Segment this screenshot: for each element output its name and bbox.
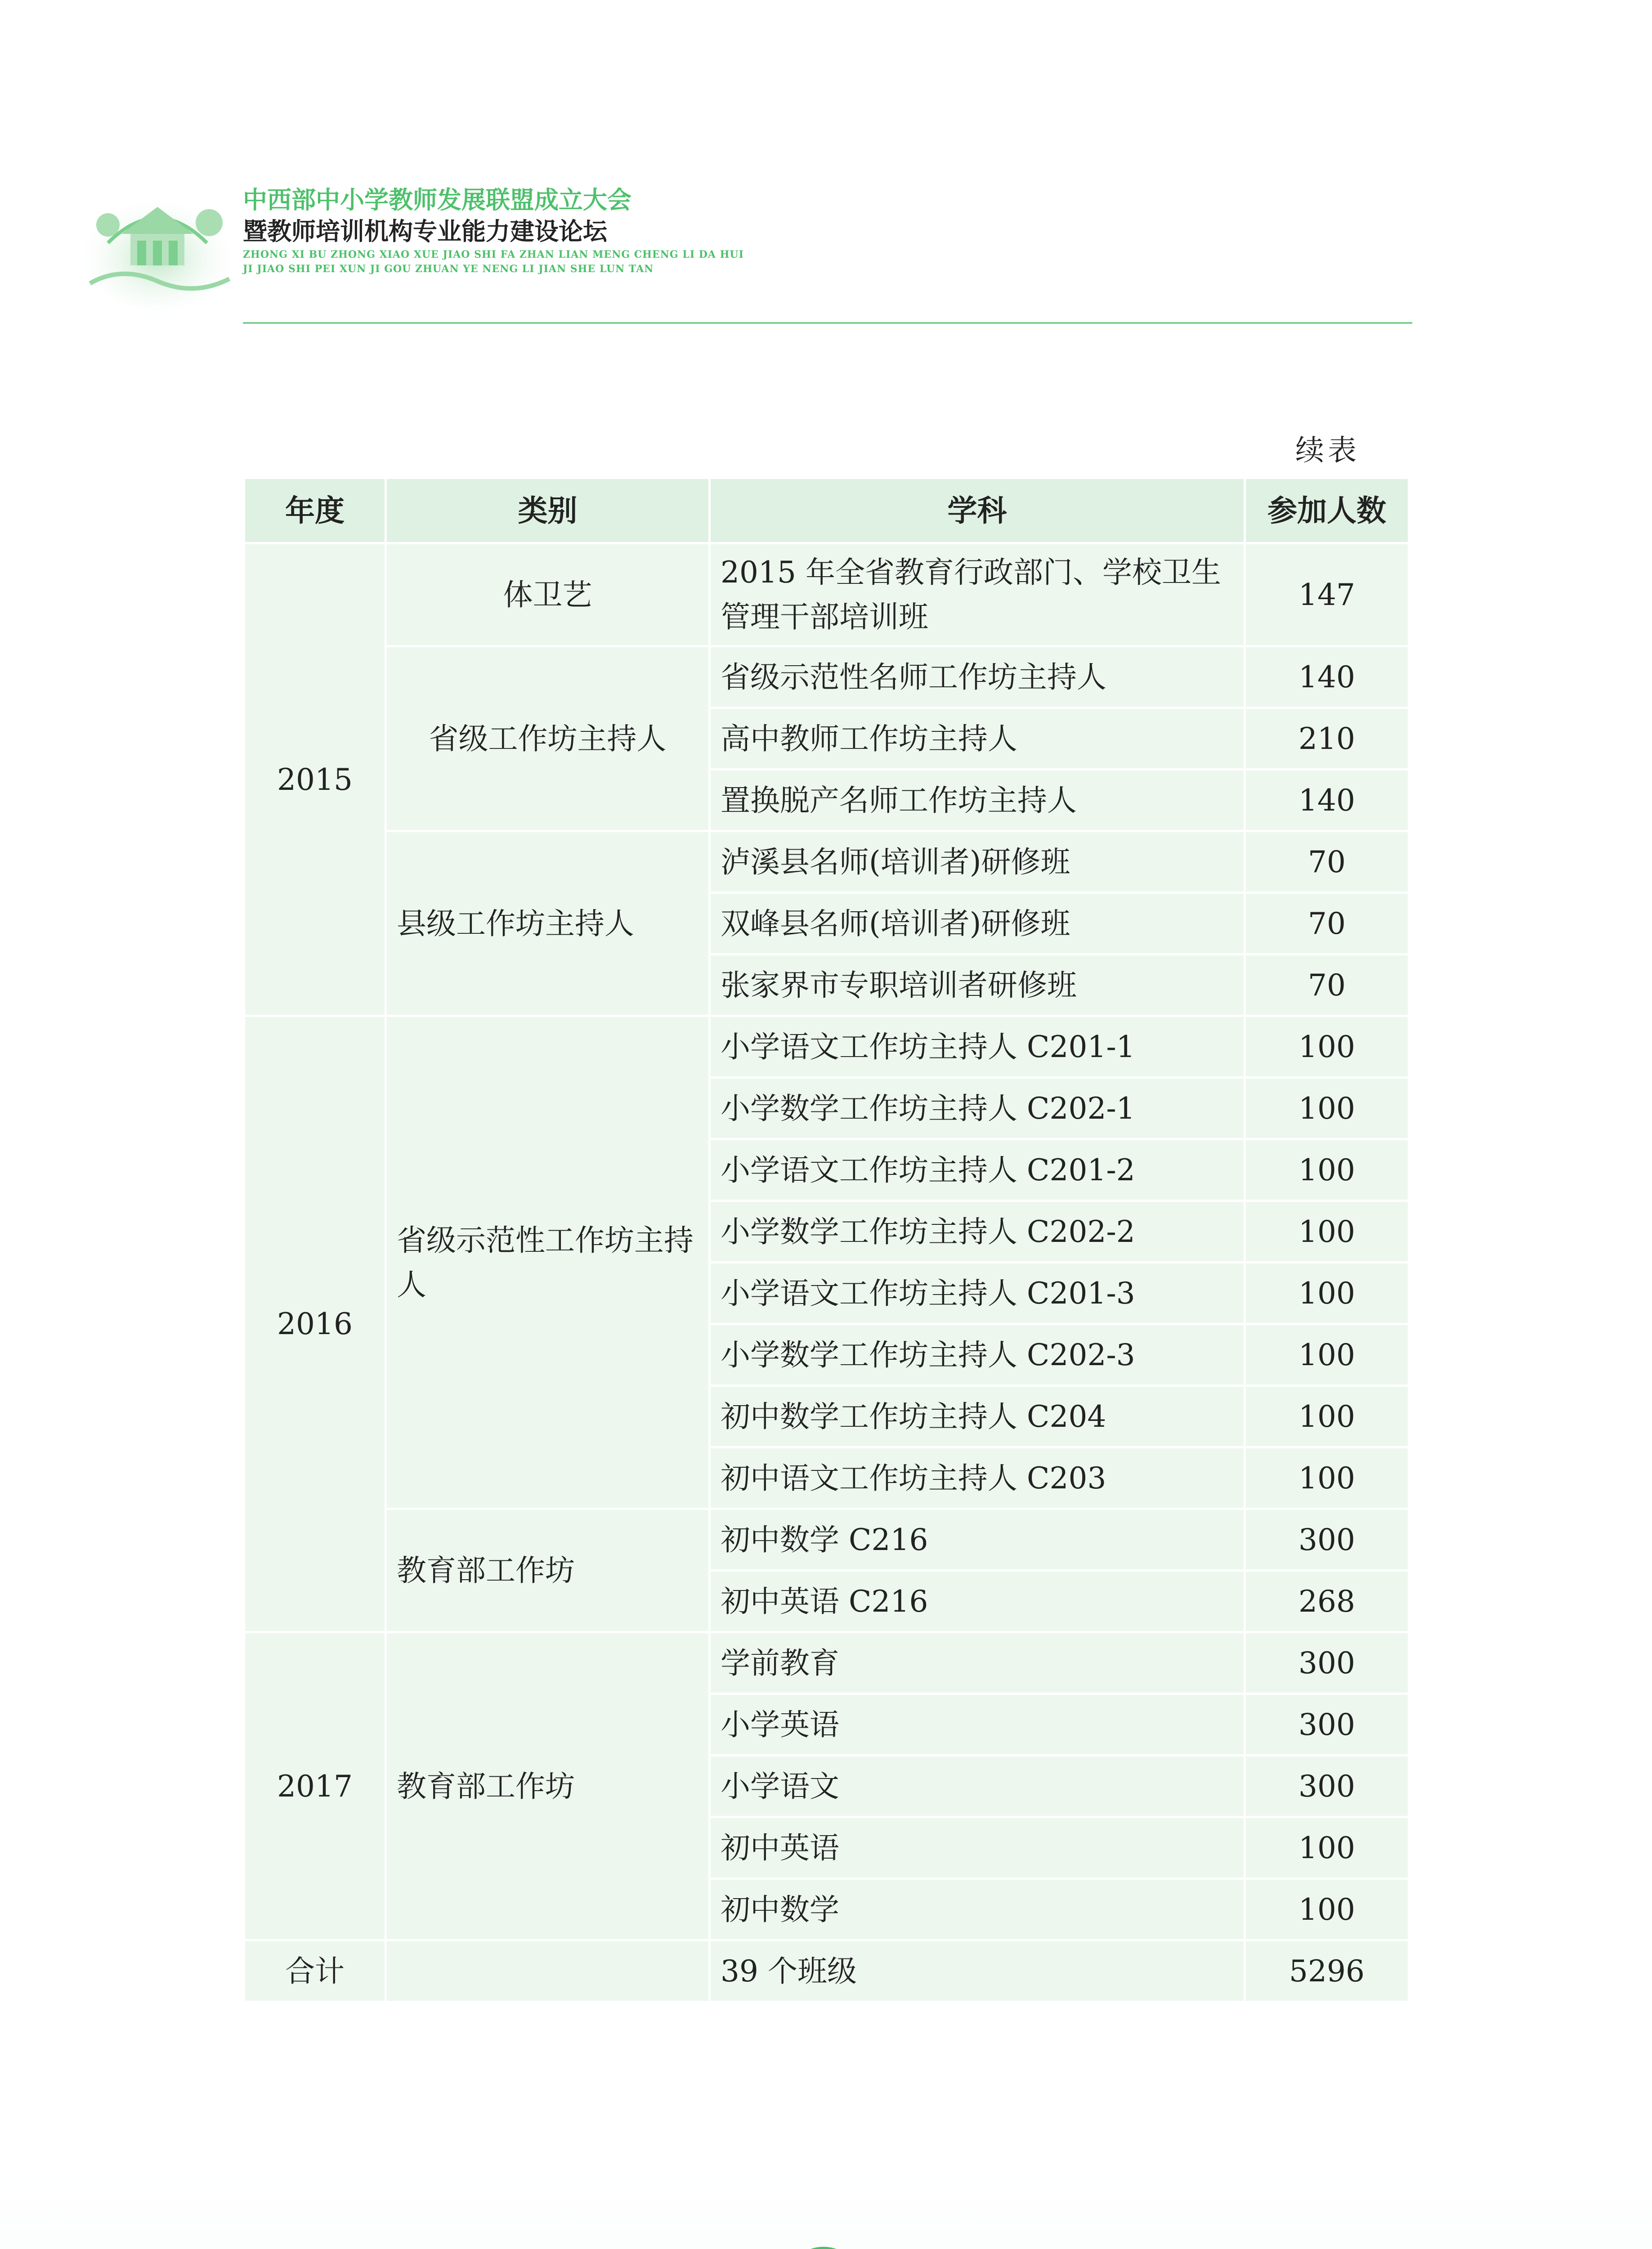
subject-cell: 小学语文工作坊主持人 C201-3 xyxy=(710,1263,1245,1324)
total-category xyxy=(386,1940,710,2002)
count-cell: 300 xyxy=(1245,1632,1409,1694)
count-cell: 100 xyxy=(1245,1817,1409,1879)
subject-cell: 小学数学工作坊主持人 C202-3 xyxy=(710,1324,1245,1386)
subject-cell: 双峰县名师(培训者)研修班 xyxy=(710,893,1245,954)
header-subject: 学科 xyxy=(710,478,1245,543)
table-row xyxy=(244,646,1409,708)
table-header-row xyxy=(244,478,1409,543)
count-cell: 100 xyxy=(1245,1263,1409,1324)
count-cell: 300 xyxy=(1245,1509,1409,1571)
forum-title-line1: 中西部中小学教师发展联盟成立大会 xyxy=(243,186,631,214)
continued-label: 续表 xyxy=(1295,434,1360,467)
subject-cell: 小学语文工作坊主持人 C201-2 xyxy=(710,1139,1245,1201)
total-label: 合计 xyxy=(244,1940,386,2002)
year-cell: 2017 xyxy=(244,1632,386,1940)
total-row xyxy=(244,1940,1409,2002)
category-cell: 省级示范性工作坊主持人 xyxy=(386,1016,710,1509)
ink-wash-background xyxy=(0,2149,1652,2249)
count-cell: 140 xyxy=(1245,646,1409,708)
subject-cell: 泸溪县名师(培训者)研修班 xyxy=(710,831,1245,893)
subject-cell: 张家界市专职培训者研修班 xyxy=(710,954,1245,1016)
page-header xyxy=(81,171,1412,333)
subject-cell: 初中语文工作坊主持人 C203 xyxy=(710,1447,1245,1509)
count-cell: 100 xyxy=(1245,1324,1409,1386)
count-cell: 100 xyxy=(1245,1139,1409,1201)
subject-cell: 小学数学工作坊主持人 C202-2 xyxy=(710,1201,1245,1263)
subject-cell: 2015 年全省教育行政部门、学校卫生管理干部培训班 xyxy=(710,543,1245,646)
pinyin-line1: ZHONG XI BU ZHONG XIAO XUE JIAO SHI FA ZHAN LIAN MENG CHENG LI DA HUI xyxy=(243,249,744,260)
header-divider xyxy=(243,322,1412,324)
subject-cell: 初中数学 xyxy=(710,1879,1245,1940)
subject-cell: 省级示范性名师工作坊主持人 xyxy=(710,646,1245,708)
count-cell: 70 xyxy=(1245,954,1409,1016)
subject-cell: 小学英语 xyxy=(710,1694,1245,1756)
count-cell: 100 xyxy=(1245,1386,1409,1447)
count-cell: 268 xyxy=(1245,1571,1409,1632)
subject-cell: 初中数学工作坊主持人 C204 xyxy=(710,1386,1245,1447)
subject-cell: 小学数学工作坊主持人 C202-1 xyxy=(710,1078,1245,1139)
year-cell: 2015 xyxy=(244,543,386,1016)
count-cell: 100 xyxy=(1245,1016,1409,1078)
subject-cell: 置换脱产名师工作坊主持人 xyxy=(710,770,1245,831)
subject-cell: 小学语文工作坊主持人 C201-1 xyxy=(710,1016,1245,1078)
header-year: 年度 xyxy=(244,478,386,543)
subject-cell: 初中数学 C216 xyxy=(710,1509,1245,1571)
subject-cell: 小学语文 xyxy=(710,1756,1245,1817)
table-row xyxy=(244,831,1409,893)
category-cell: 教育部工作坊 xyxy=(386,1509,710,1632)
count-cell: 100 xyxy=(1245,1879,1409,1940)
category-cell: 县级工作坊主持人 xyxy=(386,831,710,1016)
subject-cell: 初中英语 C216 xyxy=(710,1571,1245,1632)
subject-cell: 初中英语 xyxy=(710,1817,1245,1879)
table-row xyxy=(244,1016,1409,1078)
category-cell: 教育部工作坊 xyxy=(386,1632,710,1940)
count-cell: 147 xyxy=(1245,543,1409,646)
total-count: 5296 xyxy=(1245,1940,1409,2002)
count-cell: 140 xyxy=(1245,770,1409,831)
pinyin-line2: JI JIAO SHI PEI XUN JI GOU ZHUAN YE NENG LI JIAN SHE LUN TAN xyxy=(243,263,654,275)
count-cell: 300 xyxy=(1245,1756,1409,1817)
count-cell: 100 xyxy=(1245,1078,1409,1139)
category-cell: 省级工作坊主持人 xyxy=(386,646,710,831)
count-cell: 70 xyxy=(1245,893,1409,954)
subject-cell: 学前教育 xyxy=(710,1632,1245,1694)
year-cell: 2016 xyxy=(244,1016,386,1632)
forum-title-line2: 暨教师培训机构专业能力建设论坛 xyxy=(243,217,607,246)
total-subject: 39 个班级 xyxy=(710,1940,1245,2002)
header-category: 类别 xyxy=(386,478,710,543)
count-cell: 210 xyxy=(1245,708,1409,770)
header-count: 参加人数 xyxy=(1245,478,1409,543)
subject-cell: 高中教师工作坊主持人 xyxy=(710,708,1245,770)
table-row xyxy=(244,1509,1409,1571)
pavilion-logo-icon xyxy=(81,175,234,310)
count-cell: 100 xyxy=(1245,1447,1409,1509)
count-cell: 100 xyxy=(1245,1201,1409,1263)
count-cell: 70 xyxy=(1245,831,1409,893)
table-row xyxy=(244,1632,1409,1694)
training-table xyxy=(243,477,1410,2003)
count-cell: 300 xyxy=(1245,1694,1409,1756)
category-cell: 体卫艺 xyxy=(386,543,710,646)
table-row xyxy=(244,543,1409,646)
